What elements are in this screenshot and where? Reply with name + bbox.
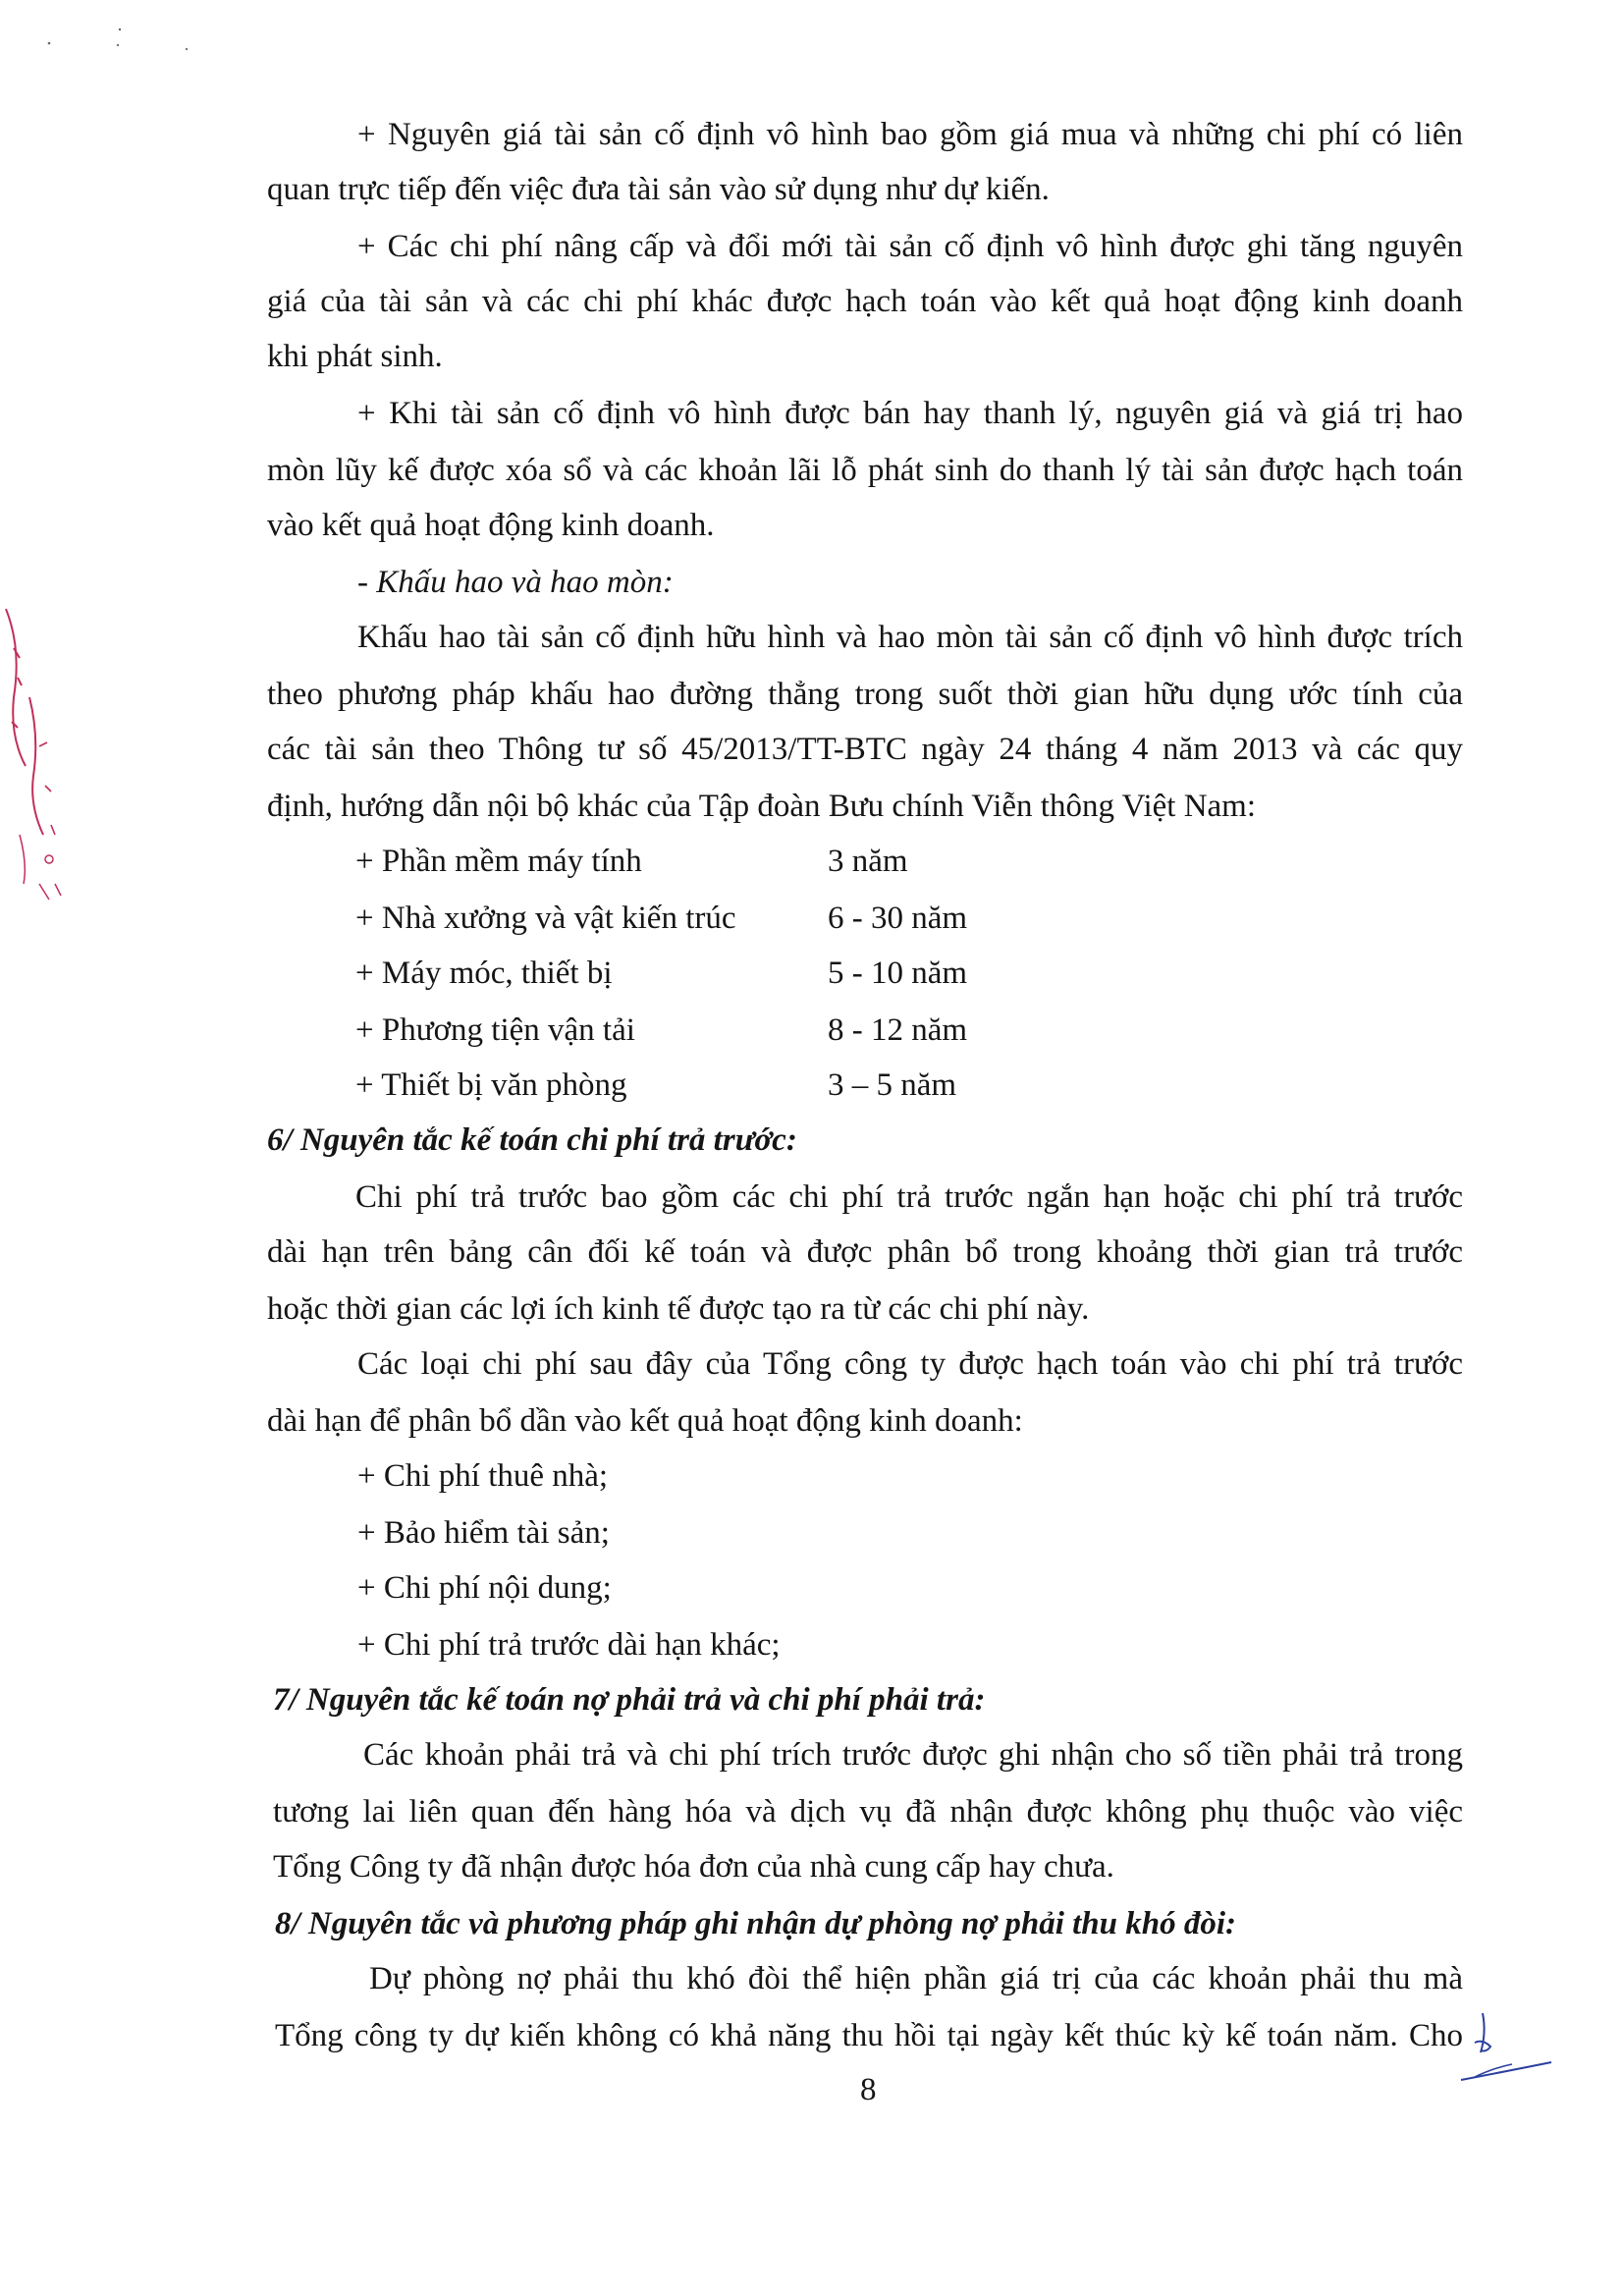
paragraph-line: Các khoản phải trả và chi phí trích trước được ghi nhận cho số tiền phải trả trong — [363, 1737, 1463, 1773]
paragraph-line: quan trực tiếp đến việc đưa tài sản vào sử dụng như dự kiến. — [267, 172, 1050, 207]
list-item: + Chi phí thuê nhà; — [357, 1458, 609, 1494]
useful-life: 6 - 30 năm — [828, 901, 968, 936]
subheading-depreciation: - Khấu hao và hao mòn: — [357, 565, 674, 600]
scan-specks — [39, 20, 216, 59]
paragraph-line: + Các chi phí nâng cấp và đổi mới tài sản cố định vô hình được ghi tăng nguyên — [357, 229, 1463, 264]
section-heading-6: 6/ Nguyên tắc kế toán chi phí trả trước: — [267, 1122, 797, 1158]
useful-life: 8 - 12 năm — [828, 1012, 968, 1048]
paragraph-line: Tổng công ty dự kiến không có khả năng thu hồi tại ngày kết thúc kỳ kế toán năm. Cho — [275, 2018, 1463, 2053]
paragraph-line: dài hạn trên bảng cân đối kế toán và được phân bổ trong khoảng thời gian trả trước — [267, 1234, 1463, 1270]
paragraph-line: + Nguyên giá tài sản cố định vô hình bao gồm giá mua và những chi phí có liên — [357, 117, 1463, 152]
paragraph-line: các tài sản theo Thông tư số 45/2013/TT-BTC ngày 24 tháng 4 năm 2013 và các quy — [267, 732, 1463, 767]
paragraph-line: khi phát sinh. — [267, 339, 443, 374]
paragraph-line: + Khi tài sản cố định vô hình được bán hay thanh lý, nguyên giá và giá trị hao — [357, 396, 1463, 431]
paragraph-line: Dự phòng nợ phải thu khó đòi thể hiện phần giá trị của các khoản phải thu mà — [369, 1961, 1463, 1996]
paragraph-line: tương lai liên quan đến hàng hóa và dịch vụ đã nhận được không phụ thuộc vào việc — [273, 1794, 1463, 1830]
asset-type: + Máy móc, thiết bị — [355, 956, 613, 991]
paragraph-line: vào kết quả hoạt động kinh doanh. — [267, 508, 715, 543]
asset-type: + Thiết bị văn phòng — [355, 1067, 627, 1103]
signature-mark — [1453, 2003, 1561, 2102]
useful-life: 3 – 5 năm — [828, 1067, 957, 1103]
seal-fragment — [0, 589, 79, 923]
useful-life: 3 năm — [828, 844, 908, 879]
paragraph-line: mòn lũy kế được xóa sổ và các khoản lãi lỗ phát sinh do thanh lý tài sản được hạch toán — [267, 453, 1463, 488]
asset-type: + Phương tiện vận tải — [355, 1012, 635, 1048]
section-heading-8: 8/ Nguyên tắc và phương pháp ghi nhận dự phòng nợ phải thu khó đòi: — [275, 1906, 1237, 1941]
section-heading-7: 7/ Nguyên tắc kế toán nợ phải trả và chi phí phải trả: — [273, 1682, 986, 1718]
paragraph-line: Các loại chi phí sau đây của Tổng công ty được hạch toán vào chi phí trả trước — [357, 1346, 1463, 1382]
paragraph-line: định, hướng dẫn nội bộ khác của Tập đoàn Bưu chính Viễn thông Việt Nam: — [267, 789, 1257, 824]
paragraph-line: giá của tài sản và các chi phí khác được hạch toán vào kết quả hoạt động kinh doanh — [267, 284, 1463, 319]
paragraph-line: Khấu hao tài sản cố định hữu hình và hao mòn tài sản cố định vô hình được trích — [357, 620, 1463, 655]
list-item: + Chi phí trả trước dài hạn khác; — [357, 1627, 781, 1663]
paragraph-line: theo phương pháp khấu hao đường thẳng trong suốt thời gian hữu dụng ước tính của — [267, 677, 1463, 712]
list-item: + Bảo hiểm tài sản; — [357, 1515, 610, 1551]
page-number: 8 — [860, 2072, 877, 2107]
useful-life: 5 - 10 năm — [828, 956, 968, 991]
paragraph-line: Chi phí trả trước bao gồm các chi phí trả trước ngắn hạn hoặc chi phí trả trước — [355, 1179, 1463, 1215]
asset-type: + Phần mềm máy tính — [355, 844, 642, 879]
list-item: + Chi phí nội dung; — [357, 1570, 612, 1606]
paragraph-line: Tổng Công ty đã nhận được hóa đơn của nhà cung cấp hay chưa. — [273, 1849, 1114, 1885]
asset-type: + Nhà xưởng và vật kiến trúc — [355, 901, 736, 936]
paragraph-line: dài hạn để phân bổ dần vào kết quả hoạt động kinh doanh: — [267, 1403, 1023, 1439]
paragraph-line: hoặc thời gian các lợi ích kinh tế được tạo ra từ các chi phí này. — [267, 1291, 1090, 1327]
